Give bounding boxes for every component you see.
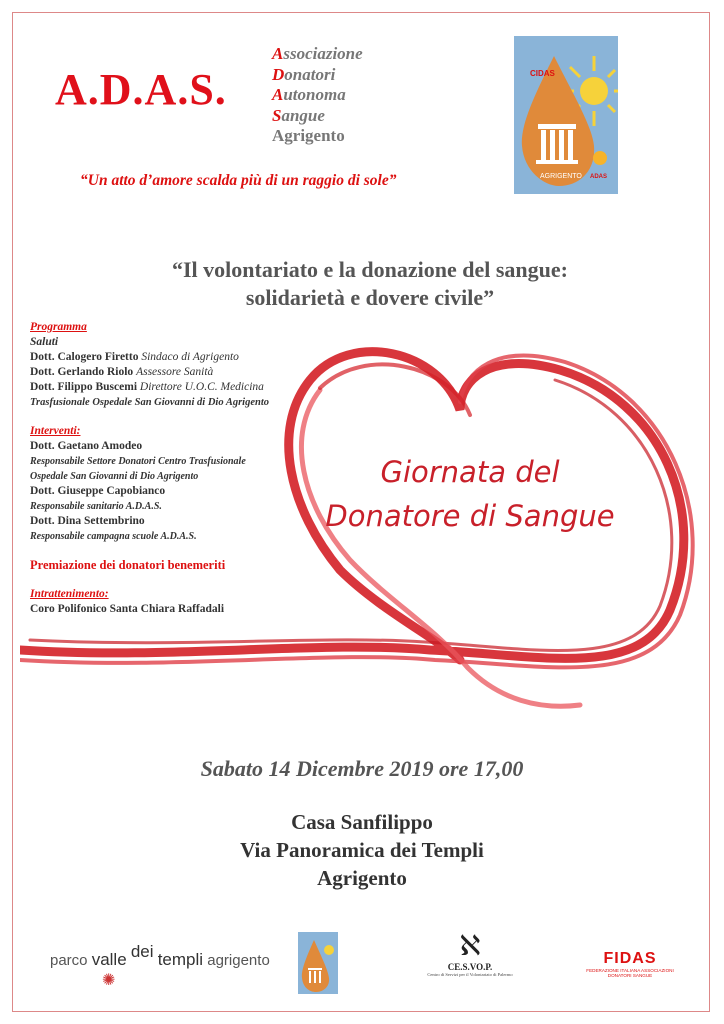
intervention-role: Ospedale San Giovanni di Dio Agrigento [30, 471, 199, 482]
parco-text: parco [50, 952, 88, 969]
intervention-role: Responsabile sanitario A.D.A.S. [30, 501, 162, 512]
speaker-name: Dott. Gerlando Riolo [30, 366, 134, 378]
badge-icon [593, 151, 607, 165]
speaker-name: Dott. Filippo Buscemi [30, 381, 138, 393]
intervention-role: Responsabile Settore Donatori Centro Trasfusionale [30, 456, 246, 467]
intervention-name: Dott. Giuseppe Capobianco [30, 485, 166, 497]
initial: A [272, 85, 284, 104]
venue-line: Casa Sanfilippo [291, 810, 433, 834]
interventions-title: Interventi: [30, 425, 81, 437]
cesvop-name: CE.S.VO.P. [447, 962, 493, 972]
award-line: Premiazione dei donatori benemeriti [30, 558, 226, 572]
initial: S [272, 105, 282, 125]
headline-line: “Il volontariato e la donazione del sangue: [171, 257, 568, 282]
fidas-mark: FIDAS [603, 950, 657, 967]
association-city: Agrigento [272, 126, 345, 145]
cesvop-sub: Centro di Servizi per il Volontariato di Palermo [427, 972, 513, 977]
fidas-logo [585, 950, 675, 978]
word-rest: angue [281, 105, 325, 125]
cesvop-icon: ℵ [459, 931, 481, 962]
parco-text: agrigento [207, 952, 270, 969]
intervention-role: Responsabile campagna scuole A.D.A.S. [30, 531, 197, 542]
acronym-title: A.D.A.S. [55, 65, 227, 114]
program-list [30, 320, 330, 617]
speaker-name: Dott. Calogero Firetto [30, 351, 139, 363]
word-rest: onatori [284, 64, 336, 84]
speaker-role-cont: Trasfusionale Ospedale San Giovanni di Dio Agrigento [30, 397, 269, 408]
headline [60, 256, 680, 312]
association-name [272, 44, 363, 147]
event-title-line: Giornata del [380, 455, 560, 489]
parco-text: templi [157, 950, 204, 969]
venue-line: Agrigento [317, 866, 407, 890]
word-rest: utonoma [283, 85, 346, 104]
speaker-role: Sindaco di Agrigento [141, 351, 239, 363]
speaker-row [30, 380, 330, 395]
word-rest: ssociazione [283, 44, 363, 63]
initial: A [272, 44, 284, 63]
logo-badge-text: ADAS [590, 174, 608, 180]
adas-logo [514, 36, 618, 194]
speaker-row [30, 365, 330, 380]
intervention-name: Dott. Gaetano Amodeo [30, 440, 143, 452]
initial: D [272, 64, 285, 84]
venue-line: Via Panoramica dei Templi [240, 838, 484, 862]
speaker-row [30, 350, 330, 365]
crab-icon: ✺ [102, 972, 116, 989]
program-title: Programma [30, 321, 87, 333]
speaker-role: Assessore Sanità [136, 366, 214, 378]
fidas-sub: FEDERAZIONE ITALIANA ASSOCIAZIONI DONATORI SANGUE [586, 968, 674, 978]
parco-text: dei [130, 942, 154, 961]
event-date: Sabato 14 Dicembre 2019 ore 17,00 [200, 756, 524, 781]
cesvop-logo [420, 932, 520, 977]
entertainment-title: Intrattenimento: [30, 588, 109, 600]
event-title-line: Donatore di Sangue [325, 499, 615, 533]
parco-logo [50, 942, 270, 990]
adas-small-logo [298, 932, 338, 994]
logo-top-text: CIDAS [530, 69, 555, 78]
logo-bottom-text: AGRIGENTO [540, 173, 582, 180]
event-title [300, 450, 640, 538]
event-venue [0, 808, 724, 892]
speaker-role: Direttore U.O.C. Medicina [139, 381, 264, 393]
parco-text: valle [91, 950, 127, 969]
greetings-label: Saluti [30, 336, 59, 348]
entertainment-line: Coro Polifonico Santa Chiara Raffadali [30, 603, 225, 615]
intervention-name: Dott. Dina Settembrino [30, 515, 145, 527]
headline-line: solidarietà e dovere civile” [245, 285, 495, 310]
motto: “Un atto d’amore scalda più di un raggio di sole” [80, 172, 397, 189]
